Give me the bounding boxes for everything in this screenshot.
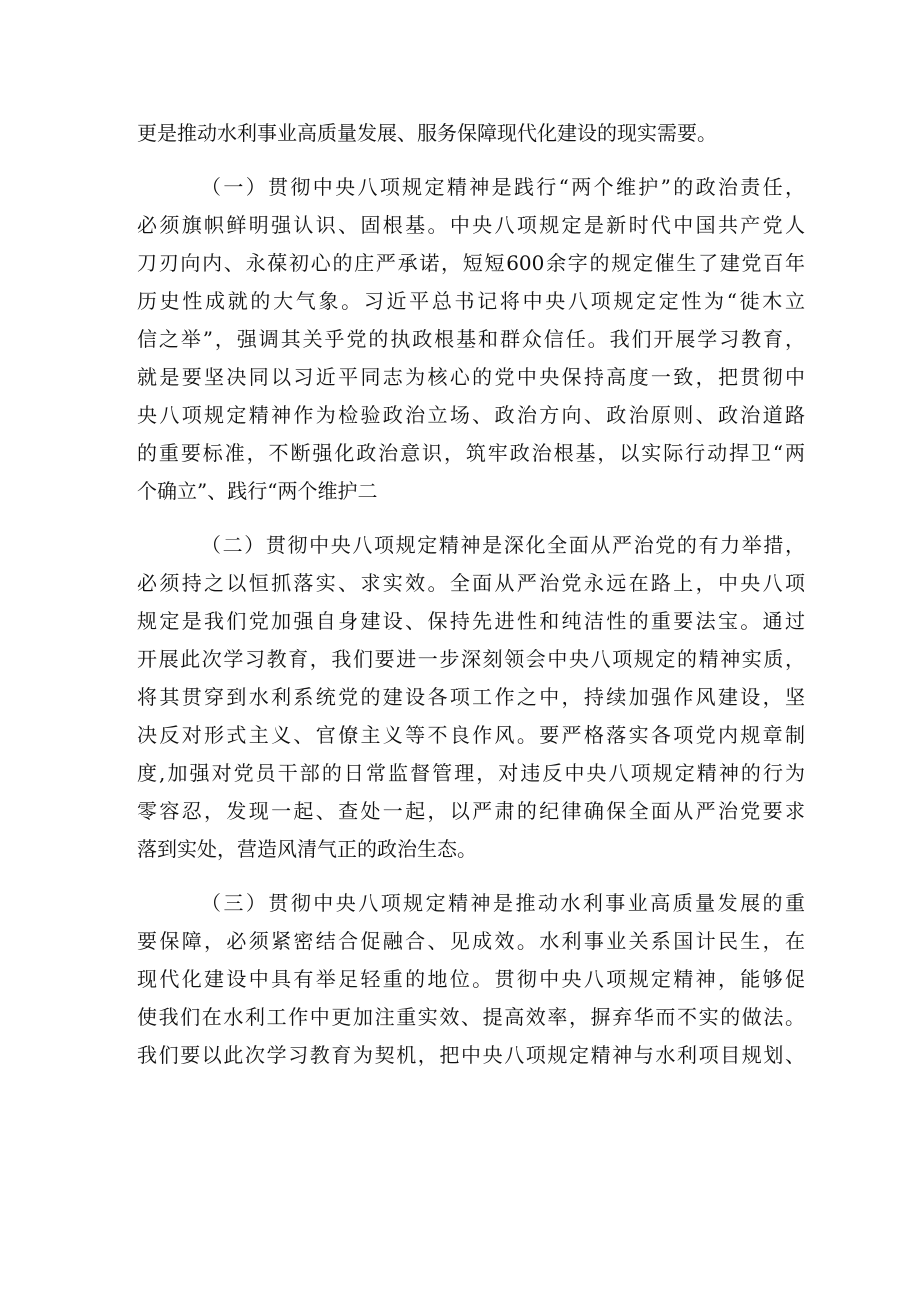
text-line: 我们要以此次学习教育为契机，把中央八项规定精神与水利项目规划、 [137, 1043, 805, 1067]
text-line: 就是要坚决同以习近平同志为核心的党中央保持高度一致，把贯彻中 [137, 365, 805, 389]
text-line: 使我们在水利工作中更加注重实效、提高效率，摒弃华而不实的做法。 [137, 1005, 805, 1029]
text-line: 刀刃向内、永葆初心的庄严承诺，短短600余字的规定催生了建党百年 [137, 251, 805, 275]
paragraph-1 [137, 168, 805, 510]
text-line: 度,加强对党员干部的日常监督管理，对违反中央八项规定精神的行为 [137, 761, 805, 785]
paragraph-3 [137, 884, 805, 1074]
text-line: （二）贯彻中央八项规定精神是深化全面从严治党的有力举措， [201, 533, 805, 557]
text-line: 开展此次学习教育，我们要进一步深刻领会中央八项规定的精神实质， [137, 647, 805, 671]
text-line: 零容忍，发现一起、查处一起，以严肃的纪律确保全面从严治党要求 [137, 799, 805, 823]
text-line: 信之举”，强调其关乎党的执政根基和群众信任。我们开展学习教育， [137, 327, 805, 351]
paragraph [137, 114, 805, 152]
text-line: 个确立”、践行“两个维护二 [137, 479, 378, 503]
text-line: 央八项规定精神作为检验政治立场、政治方向、政治原则、政治道路 [137, 403, 805, 427]
text-line: 的重要标准，不断强化政治意识，筑牢政治根基，以实际行动捍卫“两 [137, 441, 805, 465]
text-line: 更是推动水利事业高质量发展、服务保障现代化建设的现实需要。 [137, 121, 717, 145]
text-line: （一）贯彻中央八项规定精神是践行“两个维护”的政治责任， [201, 175, 805, 199]
text-line: 将其贯穿到水利系统党的建设各项工作之中，持续加强作风建设，坚 [137, 685, 805, 709]
text-line: 要保障，必须紧密结合促融合、见成效。水利事业关系国计民生，在 [137, 929, 805, 953]
text-line: 必须持之以恒抓落实、求实效。全面从严治党永远在路上，中央八项 [137, 571, 805, 595]
text-line: 决反对形式主义、官僚主义等不良作风。要严格落实各项党内规章制 [137, 723, 805, 747]
text-line: 现代化建设中具有举足轻重的地位。贯彻中央八项规定精神，能够促 [137, 967, 805, 991]
document-body [137, 114, 805, 1074]
text-line: （三）贯彻中央八项规定精神是推动水利事业高质量发展的重 [201, 891, 805, 915]
text-line: 历史性成就的大气象。习近平总书记将中央八项规定定性为“徙木立 [137, 289, 805, 313]
text-line: 规定是我们党加强自身建设、保持先进性和纯洁性的重要法宝。通过 [137, 609, 805, 633]
text-line: 落到实处，营造风清气正的政治生态。 [137, 837, 477, 861]
text-line: 必须旗帜鲜明强认识、固根基。中央八项规定是新时代中国共产党人 [137, 213, 805, 237]
paragraph-2 [137, 526, 805, 868]
